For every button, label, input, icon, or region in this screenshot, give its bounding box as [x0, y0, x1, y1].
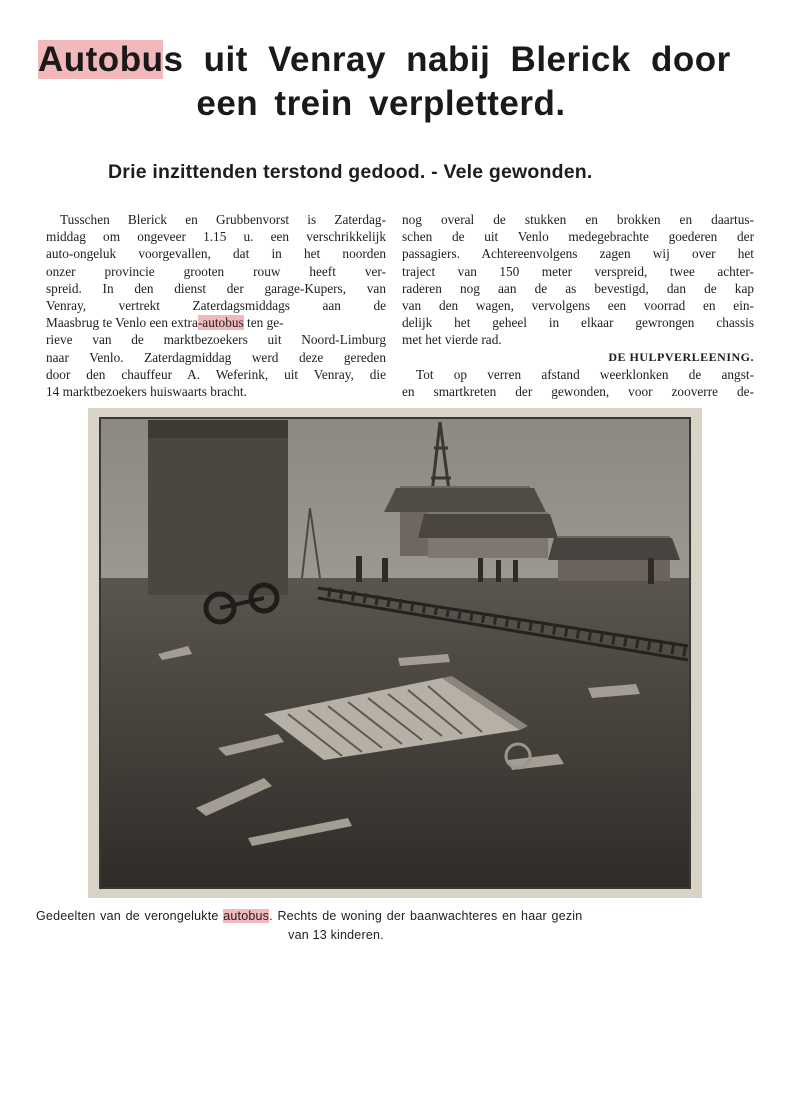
text-line: naar Venlo. Zaterdagmiddag werd deze gereden [46, 349, 386, 365]
text-line: Tot op verren afstand weerklonken de angst- [416, 366, 754, 382]
text-line: onzer provincie grooten rouw heeft ver- [46, 263, 386, 279]
search-highlight: autobus [223, 909, 270, 923]
caption-text: Gedeelten van de verongelukte [36, 909, 224, 923]
text-line: spreid. In den dienst der garage-Kupers, van [46, 280, 386, 296]
search-highlight: -autobus [197, 315, 244, 331]
headline-line1-text: s uit Venray nabij Blerick door [163, 40, 731, 79]
news-photo [88, 408, 702, 898]
photo-tower [148, 420, 288, 595]
photo-caption [36, 907, 756, 945]
caption-text: van 13 kinderen. [288, 928, 384, 942]
section-heading: DE HULPVERLEENING. [608, 349, 754, 364]
text-line: raderen nog aan de as bevestigd, dan de kap [402, 280, 754, 296]
search-highlight: Autobu [38, 40, 164, 79]
article-subheadline: Drie inzittenden terstond gedood. - Vele gewonden. [108, 161, 593, 183]
text-segment: ten ge- [243, 315, 284, 331]
caption-text: . Rechts de woning der baanwachteres en haar gezin [269, 909, 583, 923]
text-line: traject van 150 meter verspreid, twee achter- [402, 263, 754, 279]
article-left-column [46, 211, 386, 400]
article-right-column [402, 211, 754, 400]
text-line: passagiers. Achtereenvolgens zagen wij over het [402, 246, 754, 262]
headline-line2-text: een trein verpletterd. [196, 84, 566, 123]
article-headline [36, 38, 766, 126]
text-line: Tusschen Blerick en Grubbenvorst is Zaterdag- [60, 212, 386, 227]
text-line: auto-ongeluk voorgevallen, dat in het noorden [46, 246, 386, 262]
text-line [46, 314, 386, 331]
text-line: nog overal de stukken en brokken en daartus- [402, 212, 754, 227]
text-line: rieve van de marktbezoekers uit Noord-Limburg [46, 332, 386, 348]
text-line: met het vierde rad. [402, 332, 502, 348]
text-line: schen de uit Venlo medegebrachte goederen der [402, 229, 754, 245]
text-line: door den chauffeur A. Weferink, uit Venray, die [46, 366, 386, 382]
text-line: en smartkreten der gewonden, voor zooverre de- [402, 384, 754, 400]
text-line: middag om ongeveer 1.15 u. een verschrikkelijk [46, 229, 386, 245]
text-line: delijk het geheel in elkaar gewrongen chassis [402, 315, 754, 331]
text-line: 14 marktbezoekers huiswaarts bracht. [46, 384, 247, 400]
text-segment: Maasbrug te Venlo een extra [46, 315, 198, 331]
text-line: van den wagen, vervolgens een voorrad en ein- [402, 298, 754, 314]
text-line: Venray, vertrekt Zaterdagsmiddags aan de [46, 298, 386, 314]
